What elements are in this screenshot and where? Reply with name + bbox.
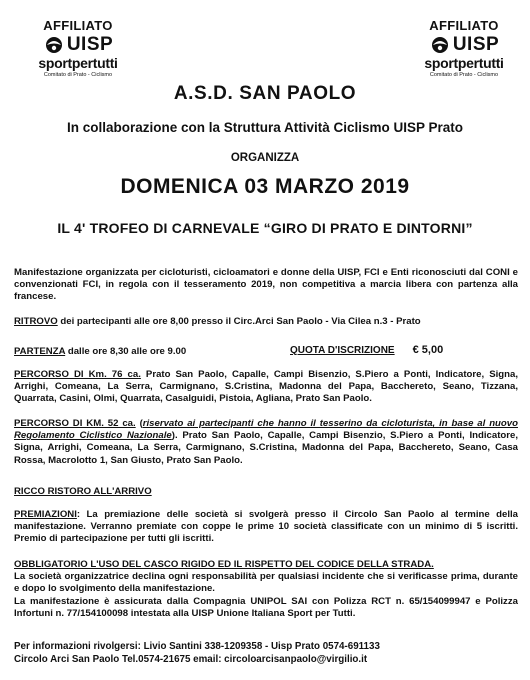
- uisp-logo-left: [28, 18, 128, 78]
- sportpertutti-tagline: sportpertutti: [424, 55, 504, 71]
- percorso-52-label: PERCORSO DI KM. 52 ca.: [14, 418, 136, 429]
- club-title: A.S.D. SAN PAOLO: [173, 83, 357, 104]
- affiliato-label: AFFILIATO: [429, 18, 499, 33]
- event-date: DOMENICA 03 MARZO 2019: [120, 175, 410, 198]
- ritrovo-paragraph: [14, 316, 518, 328]
- ritrovo-text: dei partecipanti alle ore 8,00 presso il Circ.Arci San Paolo - Via Cilea n.3 - Prato: [57, 316, 421, 327]
- percorso-52-text: . Prato San Paolo, Capalle, Campi Bisenzio, S.Piero a Ponti, Indicatore, Signa, Arrighi, Comeana, La Serra, Carmignano, S.Cristina, Madonna del Papa, Bacchereto, Seano, Casa Rossa, Macrolotto 1, San Giusto, Prato San Paolo.: [14, 430, 518, 466]
- obbligatorio-text-1: La società organizzatrice declina ogni responsabilità per qualsiasi incidente che si verificasse prima, durante e dopo lo svolgimento della manifestazione.: [14, 571, 518, 595]
- committee-label: Comitato di Prato - Ciclismo: [43, 72, 113, 78]
- uisp-logo-right: [414, 18, 514, 78]
- uisp-brand: UISP: [66, 34, 114, 55]
- uisp-emblem-icon: [429, 35, 451, 55]
- premiazioni-text: : La premiazione delle società si svolgerà presso il Circolo San Paolo al termine della manifestazione. Verranno premiate con coppe le prime 10 società classificate con un minimo di 5 iscritti. Premio di partecipazione per tutti gli iscritti.: [14, 509, 518, 545]
- info-line-1: Per informazioni rivolgersi: Livio Santini 338-1209358 - Uisp Prato 0574-691133: [14, 641, 380, 652]
- uisp-emblem-icon: [43, 35, 65, 55]
- quota-label: QUOTA D'ISCRIZIONE: [290, 345, 395, 356]
- ritrovo-label: RITROVO: [14, 316, 58, 327]
- obbligatorio-paragraph: [14, 559, 518, 620]
- percorso-76-label: PERCORSO DI Km. 76 ca.: [14, 369, 141, 380]
- quota-iscrizione: [290, 344, 443, 356]
- partenza-text: dalle ore 8,30 alle ore 9.00: [65, 346, 187, 357]
- percorso-52-note: riservato ai partecipanti che hanno il tesserino da cicloturista, in base al nuovo Regolamento Ciclistico Nazionale: [14, 418, 518, 442]
- brand-row: [414, 34, 514, 56]
- ristoro-paragraph: [14, 486, 518, 498]
- percorso-52-paragraph: PERCORSO DI KM. 52 ca. (riservato ai partecipanti che hanno il tesserino da cicloturista, in base al nuovo Regolamento Ciclistico Nazionale). Prato San Paolo, Capalle, Campi Bisenzio, S.Piero a Ponti, Indicatore, Signa, Arrighi, Comeana, La Serra, Carmignano, S.Cristina, Madonna del Papa, Bacchereto, Seano, Casa Rossa, Macrolotto 1, San Giusto, Prato San Paolo.: [14, 418, 518, 466]
- committee-label: Comitato di Prato - Ciclismo: [429, 72, 499, 78]
- uisp-brand: UISP: [452, 34, 500, 55]
- percorso-76-paragraph: [14, 369, 518, 406]
- organizza-label: ORGANIZZA: [230, 152, 300, 164]
- event-title: IL 4' TROFEO DI CARNEVALE “GIRO DI PRATO E DINTORNI”: [57, 220, 473, 236]
- affiliato-label: AFFILIATO: [43, 18, 113, 33]
- percorso-76-text: Prato San Paolo, Capalle, Campi Bisenzio, S.Piero a Ponti, Indicatore, Signa, Arrighi, Comeana, La Serra, Carmignano, S.Cristina, Madonna del Papa, Bacchereto, Seano, Tizzana, Quarrata, Casini, Olmi, Quarrata, Casalguidi, Pistoia, Agliana, Prato San Paolo.: [14, 369, 518, 405]
- sportpertutti-tagline: sportpertutti: [38, 55, 118, 71]
- collaboration-line: In collaborazione con la Struttura Attività Ciclismo UISP Prato: [66, 120, 464, 135]
- info-line-2: Circolo Arci San Paolo Tel.0574-21675 email: circoloarcisanpaolo@virgilio.it: [14, 654, 368, 665]
- ristoro-label: RICCO RISTORO ALL'ARRIVO: [14, 486, 152, 497]
- premiazioni-label: PREMIAZIONI: [14, 509, 77, 520]
- info-section: [14, 640, 518, 666]
- intro-paragraph: Manifestazione organizzata per cicloturisti, cicloamatori e donne della UISP, FCI e Enti riconosciuti dal CONI e convenzionati FCI, in regola con il tesseramento 2019, non competitiva a marcia libera con partenza alla francese.: [14, 267, 518, 303]
- obbligatorio-text-2: La manifestazione è assicurata dalla Compagnia UNIPOL SAI con Polizza RCT n. 65/154099947 e Polizza Infortuni n. 77/154100098 intestata alla UISP Unione Italiana Sport per Tutti.: [14, 595, 518, 619]
- premiazioni-paragraph: [14, 509, 518, 546]
- quota-price: € 5,00: [412, 344, 444, 356]
- obbligatorio-label: OBBLIGATORIO L'USO DEL CASCO RIGIDO ED IL RISPETTO DEL CODICE DELLA STRADA.: [14, 559, 434, 570]
- partenza-label: PARTENZA: [14, 346, 66, 357]
- brand-row: [28, 34, 128, 56]
